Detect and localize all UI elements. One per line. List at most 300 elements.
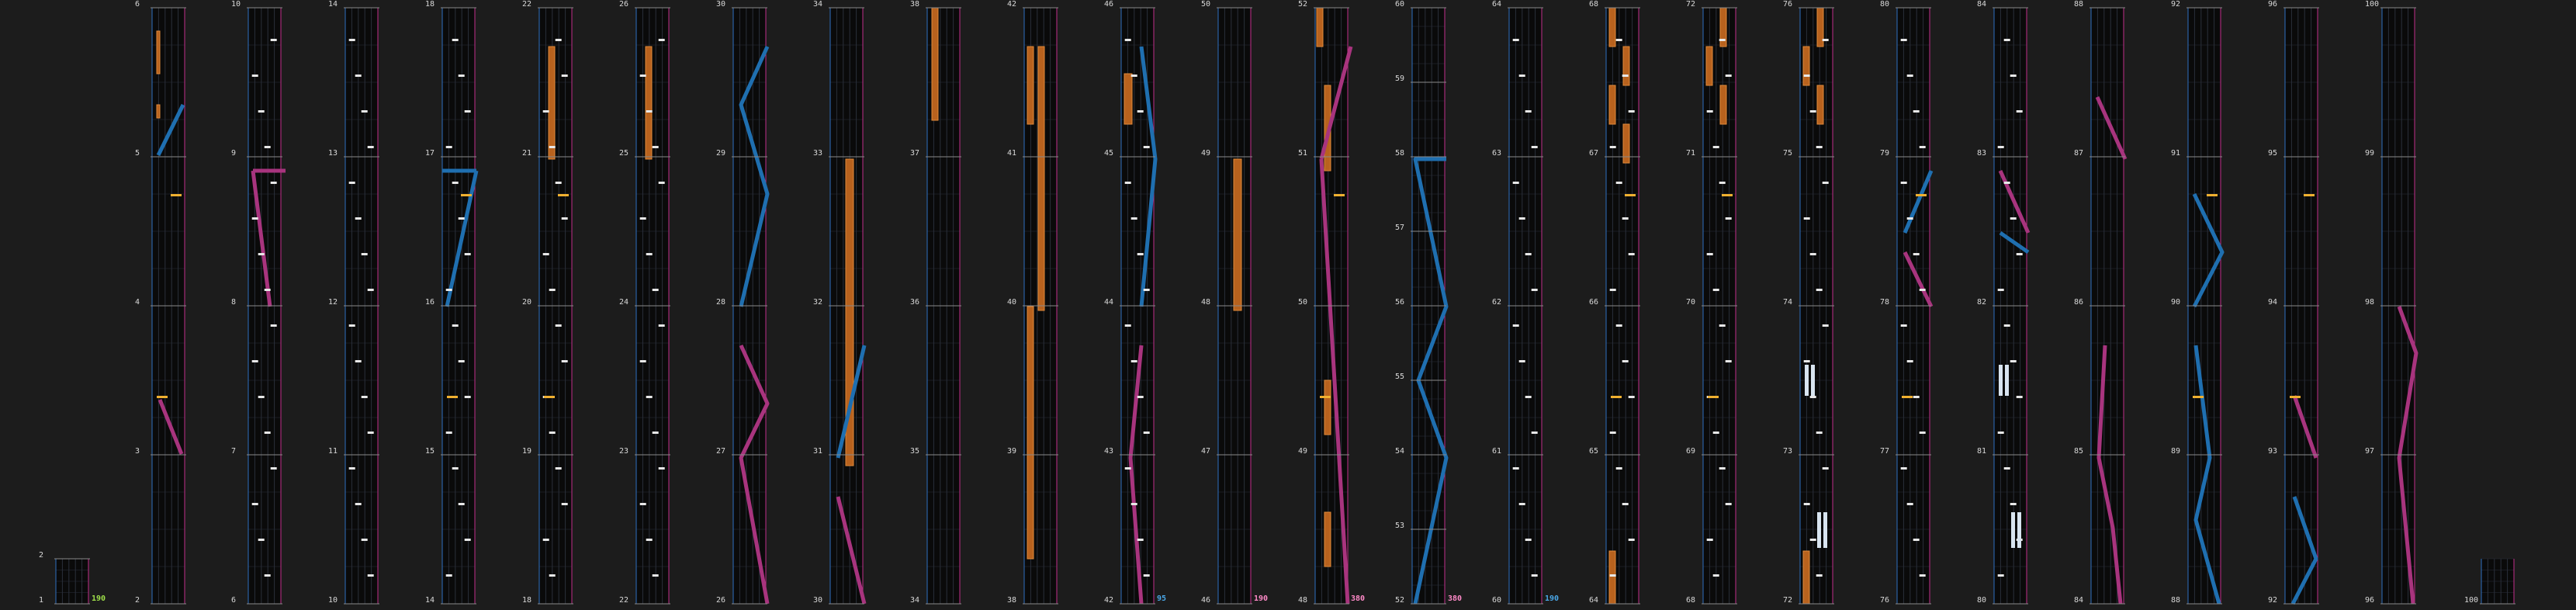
beat-label: 61 bbox=[1492, 447, 1502, 456]
tap-note bbox=[1525, 110, 1532, 113]
tap-note bbox=[1616, 467, 1622, 470]
tap-note bbox=[252, 360, 258, 362]
beat-label: 67 bbox=[1589, 149, 1599, 158]
beat-label: 72 bbox=[1686, 0, 1696, 9]
beat-label: 19 bbox=[522, 447, 532, 456]
tap-note bbox=[1519, 503, 1525, 505]
tap-note bbox=[1513, 182, 1519, 184]
beat-label: 1 bbox=[39, 596, 44, 605]
hold-note bbox=[1803, 47, 1809, 85]
tap-note bbox=[258, 539, 265, 541]
beat-label: 27 bbox=[716, 447, 726, 456]
beat-label: 4 bbox=[135, 298, 140, 307]
beat-label: 10 bbox=[231, 0, 241, 9]
tap-note bbox=[1532, 574, 1538, 577]
beat-label: 39 bbox=[1007, 447, 1017, 456]
tap-note bbox=[556, 324, 562, 327]
beat-label: 52 bbox=[1395, 596, 1405, 605]
bpm-label: 380 bbox=[1448, 594, 1463, 603]
tap-note bbox=[1622, 360, 1629, 362]
tap-note bbox=[1998, 432, 2004, 434]
tap-note-gold bbox=[1916, 194, 1927, 196]
tap-note bbox=[1629, 539, 1635, 541]
beat-label: 13 bbox=[328, 149, 338, 158]
tap-note bbox=[1719, 39, 1726, 41]
tap-note bbox=[1131, 360, 1137, 362]
beat-label: 2 bbox=[135, 596, 140, 605]
tap-note bbox=[452, 324, 459, 327]
beat-label: 62 bbox=[1492, 298, 1502, 307]
beat-label: 80 bbox=[1977, 596, 1987, 605]
tap-note bbox=[1823, 324, 1829, 327]
hold-note bbox=[1324, 512, 1331, 567]
tap-note bbox=[1131, 75, 1137, 77]
beat-label: 76 bbox=[1880, 596, 1890, 605]
measure-column bbox=[2365, 0, 2416, 605]
beat-label: 82 bbox=[1977, 298, 1987, 307]
measure-column bbox=[1298, 0, 1365, 605]
freeze-marker bbox=[1805, 365, 1809, 396]
measure-column bbox=[2268, 0, 2319, 605]
hold-note bbox=[1609, 85, 1615, 124]
tap-note bbox=[653, 146, 659, 148]
hold-note bbox=[157, 31, 160, 74]
tap-note bbox=[1719, 467, 1726, 470]
tap-note bbox=[349, 39, 355, 41]
tap-note bbox=[459, 217, 465, 220]
beat-label: 26 bbox=[619, 0, 629, 9]
tap-note bbox=[355, 75, 362, 77]
beat-label: 95 bbox=[2268, 149, 2278, 158]
tap-note bbox=[258, 110, 265, 113]
tap-note bbox=[1519, 75, 1525, 77]
measure-column bbox=[1104, 0, 1166, 605]
tap-note bbox=[362, 539, 368, 541]
tap-note bbox=[265, 574, 271, 577]
tap-note bbox=[368, 289, 374, 291]
tap-note bbox=[1810, 253, 1816, 255]
tap-note bbox=[465, 253, 471, 255]
tap-note bbox=[1713, 289, 1719, 291]
tap-note bbox=[2017, 110, 2023, 113]
tap-note bbox=[368, 574, 374, 577]
tap-note bbox=[1907, 360, 1913, 362]
measure-column bbox=[1589, 0, 1640, 605]
measure-column bbox=[1880, 0, 1931, 605]
tap-note bbox=[265, 432, 271, 434]
beat-label: 93 bbox=[2268, 447, 2278, 456]
tap-note bbox=[1125, 324, 1131, 327]
tap-note bbox=[1913, 396, 1920, 398]
beat-label: 64 bbox=[1589, 596, 1599, 605]
hold-note bbox=[1027, 47, 1034, 124]
beat-label: 88 bbox=[2074, 0, 2084, 9]
tap-note bbox=[368, 146, 374, 148]
measure-column bbox=[2171, 0, 2222, 605]
beat-label: 64 bbox=[1492, 0, 1502, 9]
tap-note bbox=[252, 503, 258, 505]
measure-column bbox=[135, 0, 186, 605]
tap-note bbox=[646, 110, 653, 113]
beat-label: 3 bbox=[135, 447, 140, 456]
tap-note bbox=[659, 467, 665, 470]
beat-label: 71 bbox=[1686, 149, 1696, 158]
tap-note bbox=[1726, 360, 1732, 362]
beat-label: 84 bbox=[1977, 0, 1987, 9]
beat-label: 34 bbox=[910, 596, 920, 605]
beat-label: 20 bbox=[522, 298, 532, 307]
tap-note bbox=[1823, 39, 1829, 41]
tap-note bbox=[1920, 432, 1926, 434]
beat-label: 66 bbox=[1589, 298, 1599, 307]
beat-label: 94 bbox=[2268, 298, 2278, 307]
beat-label: 91 bbox=[2171, 149, 2181, 158]
hold-note bbox=[1317, 8, 1323, 47]
beat-label: 68 bbox=[1589, 0, 1599, 9]
beat-label: 47 bbox=[1201, 447, 1211, 456]
tap-note bbox=[459, 503, 465, 505]
tap-note bbox=[640, 360, 646, 362]
tap-note bbox=[355, 360, 362, 362]
tap-note-gold bbox=[1708, 396, 1719, 398]
hold-note bbox=[1803, 551, 1809, 604]
beat-label: 51 bbox=[1298, 149, 1308, 158]
tap-note bbox=[1519, 360, 1525, 362]
tap-note bbox=[1610, 289, 1616, 291]
hold-note bbox=[932, 8, 938, 120]
beat-label: 40 bbox=[1007, 298, 1017, 307]
beat-label: 46 bbox=[1104, 0, 1114, 9]
tap-note bbox=[1901, 182, 1907, 184]
tap-note bbox=[1913, 253, 1920, 255]
tap-note bbox=[1610, 432, 1616, 434]
beat-label: 52 bbox=[1298, 0, 1308, 9]
hold-note bbox=[1124, 74, 1132, 124]
tap-note bbox=[562, 217, 568, 220]
beat-label: 29 bbox=[716, 149, 726, 158]
tap-note bbox=[1816, 146, 1823, 148]
measure-column bbox=[425, 0, 476, 605]
hold-note bbox=[1623, 47, 1629, 85]
tap-note-gold bbox=[544, 396, 555, 398]
beat-label: 86 bbox=[2074, 298, 2084, 307]
measure-column bbox=[813, 0, 864, 605]
beat-label: 41 bbox=[1007, 149, 1017, 158]
tap-note bbox=[1513, 39, 1519, 41]
tap-note bbox=[1913, 110, 1920, 113]
tap-note bbox=[2010, 360, 2017, 362]
tap-note bbox=[1816, 574, 1823, 577]
beat-label: 83 bbox=[1977, 149, 1987, 158]
tap-note bbox=[1137, 539, 1144, 541]
beat-label: 54 bbox=[1395, 447, 1405, 456]
beat-label: 80 bbox=[1880, 0, 1890, 9]
beat-label: 10 bbox=[328, 596, 338, 605]
measure-column bbox=[39, 551, 106, 605]
tap-note bbox=[1913, 539, 1920, 541]
measure-column bbox=[1977, 0, 2028, 605]
beat-label: 81 bbox=[1977, 447, 1987, 456]
measure-column bbox=[1395, 0, 1462, 605]
beat-label: 87 bbox=[2074, 149, 2084, 158]
tap-note bbox=[646, 253, 653, 255]
tap-note bbox=[543, 253, 549, 255]
tap-note bbox=[1610, 574, 1616, 577]
tap-note bbox=[355, 217, 362, 220]
beat-label: 53 bbox=[1395, 522, 1405, 530]
tap-note bbox=[362, 396, 368, 398]
beat-label: 6 bbox=[231, 596, 237, 605]
beat-label: 84 bbox=[2074, 596, 2084, 605]
tap-note bbox=[452, 467, 459, 470]
tap-note bbox=[659, 324, 665, 327]
beat-label: 7 bbox=[231, 447, 237, 456]
tap-note bbox=[1907, 217, 1913, 220]
tap-note bbox=[252, 75, 258, 77]
tap-note bbox=[2004, 182, 2010, 184]
measure-column bbox=[910, 0, 961, 605]
tap-note bbox=[1816, 432, 1823, 434]
tap-note bbox=[265, 146, 271, 148]
tap-note bbox=[646, 396, 653, 398]
tap-note bbox=[1131, 503, 1137, 505]
beat-label: 63 bbox=[1492, 149, 1502, 158]
tap-note bbox=[1998, 289, 2004, 291]
tap-note bbox=[1901, 324, 1907, 327]
beat-label: 42 bbox=[1104, 596, 1114, 605]
beat-label: 74 bbox=[1783, 298, 1793, 307]
tap-note bbox=[1998, 146, 2004, 148]
tap-note bbox=[562, 75, 568, 77]
tap-note bbox=[1144, 574, 1150, 577]
beat-label: 21 bbox=[522, 149, 532, 158]
tap-note-gold bbox=[1611, 396, 1622, 398]
bpm-label: 95 bbox=[1157, 594, 1167, 603]
measure-column bbox=[231, 0, 286, 605]
tap-note bbox=[2017, 253, 2023, 255]
freeze-marker bbox=[2017, 512, 2021, 548]
tap-note bbox=[1707, 253, 1713, 255]
measure-column bbox=[522, 0, 573, 605]
beat-label: 46 bbox=[1201, 596, 1211, 605]
tap-note bbox=[1525, 396, 1532, 398]
tap-note-gold bbox=[447, 396, 458, 398]
tap-note bbox=[459, 360, 465, 362]
beat-label: 26 bbox=[716, 596, 726, 605]
tap-note-gold bbox=[1722, 194, 1733, 196]
beat-label: 28 bbox=[716, 298, 726, 307]
tap-note bbox=[1137, 396, 1144, 398]
tap-note bbox=[362, 253, 368, 255]
beat-label: 90 bbox=[2171, 298, 2181, 307]
tap-note bbox=[1125, 182, 1131, 184]
beat-label: 76 bbox=[1783, 0, 1793, 9]
measure-column bbox=[1007, 0, 1058, 605]
tap-note bbox=[465, 110, 471, 113]
tap-note bbox=[549, 574, 556, 577]
tap-note bbox=[1823, 182, 1829, 184]
measure-column bbox=[1686, 0, 1737, 605]
beat-label: 56 bbox=[1395, 298, 1405, 307]
tap-note bbox=[2004, 39, 2010, 41]
tap-note bbox=[549, 289, 556, 291]
tap-note bbox=[659, 182, 665, 184]
beat-label: 78 bbox=[1880, 298, 1890, 307]
beat-label: 37 bbox=[910, 149, 920, 158]
hold-note bbox=[157, 105, 160, 118]
beat-label: 15 bbox=[425, 447, 435, 456]
tap-note bbox=[258, 253, 265, 255]
tap-note bbox=[1810, 539, 1816, 541]
beat-label: 16 bbox=[425, 298, 435, 307]
tap-note bbox=[1713, 432, 1719, 434]
tap-note-gold bbox=[2193, 396, 2204, 398]
beat-label: 96 bbox=[2365, 596, 2375, 605]
tap-note bbox=[1713, 574, 1719, 577]
tap-note bbox=[1719, 324, 1726, 327]
beat-label: 22 bbox=[619, 596, 629, 605]
tap-note bbox=[368, 432, 374, 434]
tap-note bbox=[1131, 217, 1137, 220]
tap-note bbox=[1125, 467, 1131, 470]
beat-label: 12 bbox=[328, 298, 338, 307]
hold-note bbox=[1038, 47, 1044, 310]
beat-label: 14 bbox=[425, 596, 435, 605]
beat-label: 32 bbox=[813, 298, 823, 307]
beat-label: 70 bbox=[1686, 298, 1696, 307]
tap-note bbox=[1726, 503, 1732, 505]
tap-note bbox=[2010, 217, 2017, 220]
tap-note bbox=[349, 324, 355, 327]
tap-note-gold bbox=[558, 194, 569, 196]
tap-note bbox=[1804, 503, 1810, 505]
beat-label: 98 bbox=[2365, 298, 2375, 307]
beat-label: 23 bbox=[619, 447, 629, 456]
tap-note-gold bbox=[1902, 396, 1913, 398]
hold-note bbox=[1324, 380, 1331, 435]
beat-label: 44 bbox=[1104, 298, 1114, 307]
tap-note bbox=[271, 467, 277, 470]
tap-note bbox=[446, 289, 452, 291]
freeze-marker bbox=[2005, 365, 2009, 396]
tap-note bbox=[556, 467, 562, 470]
tap-note bbox=[543, 539, 549, 541]
tap-note bbox=[1726, 75, 1732, 77]
measure-column bbox=[1492, 0, 1559, 605]
beat-label: 72 bbox=[1783, 596, 1793, 605]
beat-label: 50 bbox=[1298, 298, 1308, 307]
tap-note bbox=[1622, 75, 1629, 77]
beat-label: 25 bbox=[619, 149, 629, 158]
bpm-label: 190 bbox=[92, 594, 106, 603]
tap-note bbox=[1616, 39, 1622, 41]
tap-note bbox=[549, 146, 556, 148]
beat-label: 30 bbox=[813, 596, 823, 605]
tap-note bbox=[562, 503, 568, 505]
beat-label: 2 bbox=[39, 551, 44, 560]
tap-note bbox=[252, 217, 258, 220]
beat-label: 85 bbox=[2074, 447, 2084, 456]
tap-note-gold bbox=[1625, 194, 1636, 196]
beat-label: 100 bbox=[2464, 596, 2479, 605]
beat-label: 75 bbox=[1783, 149, 1793, 158]
beat-label: 99 bbox=[2365, 149, 2375, 158]
beat-label: 35 bbox=[910, 447, 920, 456]
measure-column bbox=[2074, 0, 2125, 605]
tap-note bbox=[349, 182, 355, 184]
beat-label: 36 bbox=[910, 298, 920, 307]
beat-label: 38 bbox=[910, 0, 920, 9]
tap-note bbox=[1629, 253, 1635, 255]
tap-note-gold bbox=[1320, 396, 1331, 398]
tap-note bbox=[556, 182, 562, 184]
beat-label: 97 bbox=[2365, 447, 2375, 456]
tap-note bbox=[1907, 503, 1913, 505]
beat-label: 58 bbox=[1395, 149, 1405, 158]
beat-label: 31 bbox=[813, 447, 823, 456]
beat-label: 49 bbox=[1298, 447, 1308, 456]
beat-label: 50 bbox=[1201, 0, 1211, 9]
tap-note bbox=[2004, 467, 2010, 470]
tap-note-gold bbox=[2207, 194, 2218, 196]
beat-label: 14 bbox=[328, 0, 338, 9]
tap-note bbox=[465, 396, 471, 398]
beat-label: 92 bbox=[2171, 0, 2181, 9]
tap-note bbox=[1144, 432, 1150, 434]
tap-note bbox=[1144, 146, 1150, 148]
beat-label: 42 bbox=[1007, 0, 1017, 9]
tap-note bbox=[1629, 396, 1635, 398]
tap-note bbox=[2010, 503, 2017, 505]
tap-note bbox=[1816, 289, 1823, 291]
hold-note bbox=[1817, 85, 1823, 124]
tap-note bbox=[640, 503, 646, 505]
beat-label: 43 bbox=[1104, 447, 1114, 456]
tap-note bbox=[258, 396, 265, 398]
tap-note bbox=[1804, 75, 1810, 77]
beat-label: 69 bbox=[1686, 447, 1696, 456]
bpm-label: 380 bbox=[1351, 594, 1366, 603]
beat-label: 30 bbox=[716, 0, 726, 9]
tap-note bbox=[271, 324, 277, 327]
tap-note bbox=[653, 432, 659, 434]
tap-note bbox=[1707, 110, 1713, 113]
beat-label: 79 bbox=[1880, 149, 1890, 158]
bpm-label: 190 bbox=[1545, 594, 1560, 603]
beat-label: 88 bbox=[2171, 596, 2181, 605]
tap-note bbox=[1713, 146, 1719, 148]
tap-note bbox=[271, 182, 277, 184]
tap-note bbox=[1907, 75, 1913, 77]
tap-note-gold bbox=[2304, 194, 2315, 196]
tap-note bbox=[646, 539, 653, 541]
tap-note bbox=[1726, 217, 1732, 220]
tap-note bbox=[1616, 324, 1622, 327]
tap-note bbox=[265, 289, 271, 291]
tap-note bbox=[1610, 146, 1616, 148]
beat-label: 24 bbox=[619, 298, 629, 307]
beat-label: 45 bbox=[1104, 149, 1114, 158]
tap-note bbox=[446, 432, 452, 434]
beat-label: 8 bbox=[231, 298, 237, 307]
beat-label: 18 bbox=[425, 0, 435, 9]
bpm-label: 190 bbox=[1254, 594, 1269, 603]
hold-note bbox=[1027, 307, 1034, 559]
tap-note bbox=[1513, 324, 1519, 327]
hold-note bbox=[1720, 85, 1726, 124]
tap-note bbox=[452, 39, 459, 41]
freeze-marker bbox=[1817, 512, 1821, 548]
